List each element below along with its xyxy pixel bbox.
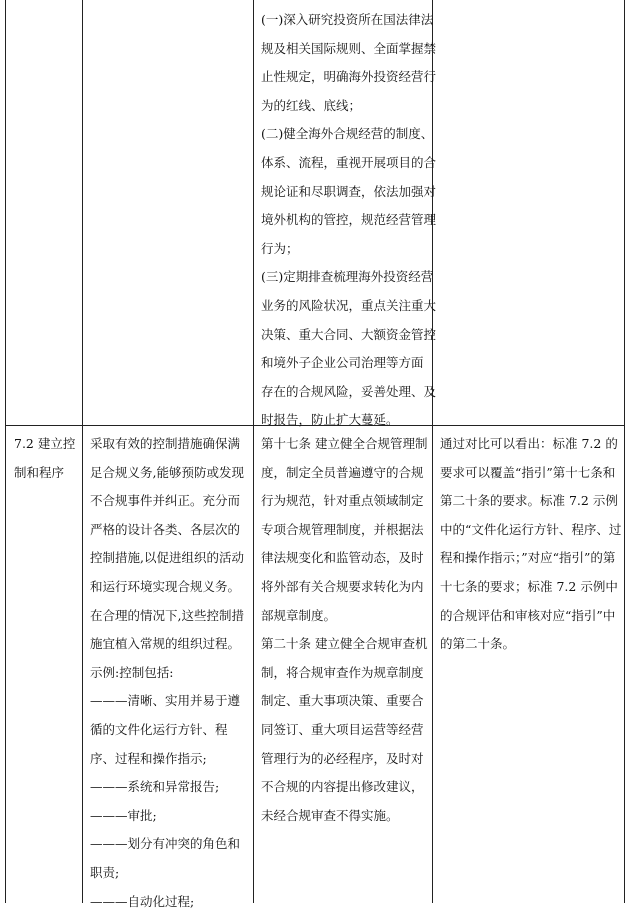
text-line: (一)深入研究投资所在国法律法 [261,6,436,35]
text-line: 的合规评估和审核对应“指引”中 [440,602,621,631]
text-line: (三)定期排查梳理海外投资经营 [261,263,436,292]
comparison-analysis-cell [440,430,621,659]
text-line: 示例:控制包括: [90,659,244,688]
text-line: 第二十条 建立健全合规审查机 [261,630,427,659]
text-line: 存在的合规风险，妥善处理、及 [261,378,436,407]
text-line: 循的文件化运行方针、程 [90,716,244,745]
text-line: 通过对比可以看出：标准 7.2 的 [440,430,621,459]
text-line: 行为规范，针对重点领域制定 [261,487,427,516]
text-line: 第二十条的要求。标准 7.2 示例 [440,487,621,516]
text-line: 时报告，防止扩大蔓延。 [261,406,436,435]
text-line: ———划分有冲突的角色和 [90,830,244,859]
text-line: (二)健全海外合规经营的制度、 [261,120,436,149]
text-line: 体系、流程，重视开展项目的合 [261,149,436,178]
text-line: 制，将合规审查作为规章制度 [261,659,427,688]
text-line: 的第二十条。 [440,630,621,659]
text-line: 采取有效的控制措施确保满 [90,430,244,459]
text-line: 境外机构的管控，规范经营管理 [261,206,436,235]
text-line: ———清晰、实用并易于遵 [90,687,244,716]
text-line: 严格的设计各类、各层次的 [90,516,244,545]
text-line: 制定、重大事项决策、重要合 [261,687,427,716]
text-line: 业务的风险状况，重点关注重大 [261,292,436,321]
text-line: ———自动化过程; [90,888,244,916]
text-line: 中的“文件化运行方针、程序、过 [440,516,621,545]
text-line: 在合理的情况下,这些控制措 [90,602,244,631]
text-line: ———审批; [90,802,244,831]
text-line: 程和操作指示；”对应“指引”的第 [440,544,621,573]
text-line: 不合规事件并纠正。充分而 [90,487,244,516]
text-line: 职责; [90,859,244,888]
text-line: 未经合规审查不得实施。 [261,802,427,831]
text-line: 规及相关国际规则、全面掌握禁 [261,35,436,64]
text-line: 要求可以覆盖“指引”第十七条和 [440,459,621,488]
standard-requirement-cell [90,430,244,916]
text-line: 部规章制度。 [261,602,427,631]
text-line: 不合规的内容提出修改建议， [261,773,427,802]
text-line: 7.2 建立控 [14,430,75,459]
text-line: 制和程序 [14,459,75,488]
text-line: 止性规定，明确海外投资经营行 [261,63,436,92]
text-line: 十七条的要求；标准 7.2 示例中 [440,573,621,602]
text-line: 序、过程和操作指示; [90,745,244,774]
text-line: 和境外子企业公司治理等方面 [261,349,436,378]
table-border-right [624,0,625,903]
text-line: 度，制定全员普遍遵守的合规 [261,459,427,488]
text-line: 施宜植入常规的组织过程。 [90,630,244,659]
text-line: 决策、重大合同、大额资金管控 [261,321,436,350]
text-line: 行为； [261,235,436,264]
text-line: 足合规义务,能够预防或发现 [90,459,244,488]
text-line: 为的红线、底线； [261,92,436,121]
column-divider-2 [253,0,254,903]
text-line: 管理行为的必经程序，及时对 [261,745,427,774]
clause-title-cell [14,430,75,487]
column-divider-1 [82,0,83,903]
text-line: 第十七条 建立健全合规管理制 [261,430,427,459]
text-line: ———系统和异常报告; [90,773,244,802]
text-line: 控制措施,以促进组织的活动 [90,544,244,573]
guideline-articles-cell [261,430,427,830]
text-line: 规论证和尽职调查，依法加强对 [261,178,436,207]
guideline-cell-continued [261,6,436,435]
text-line: 将外部有关合规要求转化为内 [261,573,427,602]
text-line: 律法规变化和监管动态，及时 [261,544,427,573]
text-line: 和运行环境实现合规义务。 [90,573,244,602]
text-line: 同签订、重大项目运营等经营 [261,716,427,745]
table-border-left [5,0,6,903]
text-line: 专项合规管理制度，并根据法 [261,516,427,545]
